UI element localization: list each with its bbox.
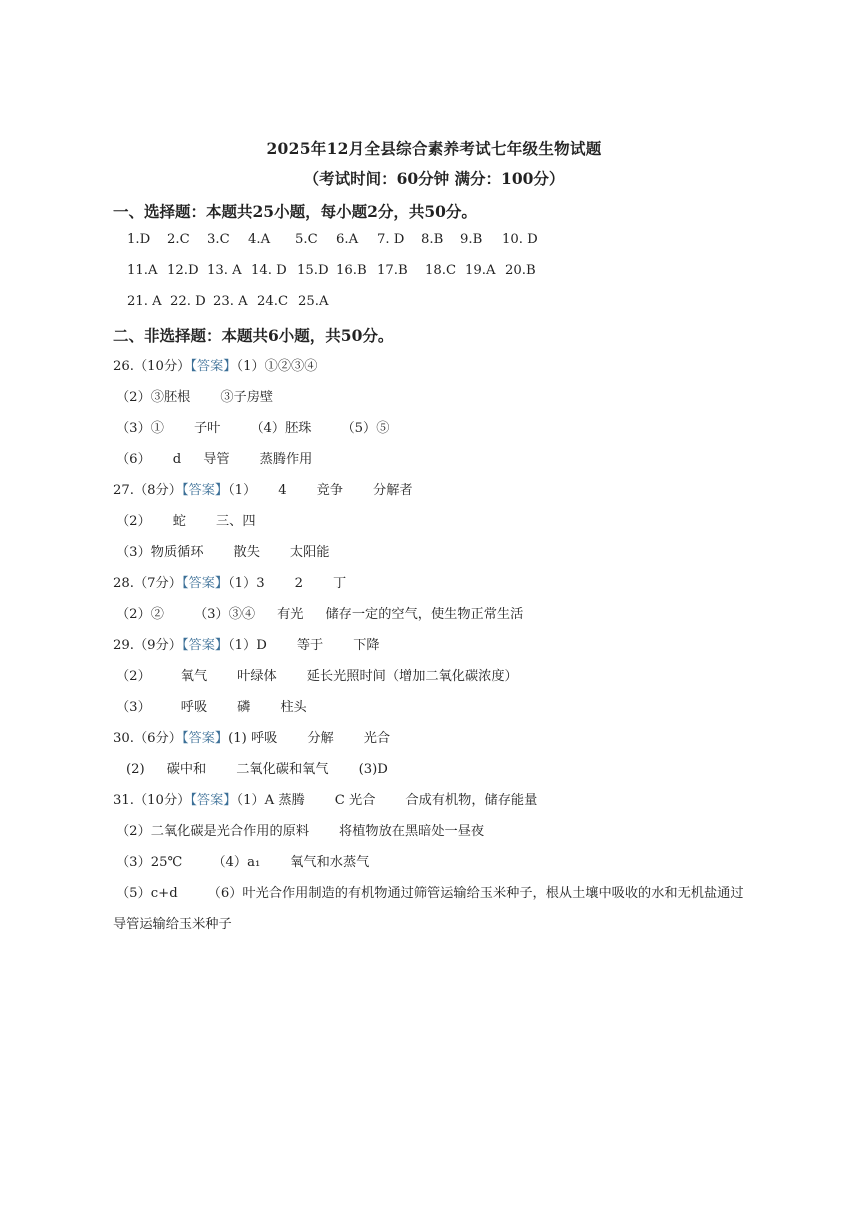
- mc-answer: 16.B: [336, 263, 367, 278]
- answer-text: （4）a₁: [212, 855, 261, 870]
- page-title: 2025年12月全县综合素养考试七年级生物试题: [266, 139, 602, 158]
- answer-text: 碳中和: [166, 762, 207, 777]
- q27-line-3: [116, 541, 329, 560]
- answer-text: （1）D: [228, 638, 267, 653]
- q31-line-3: [116, 851, 369, 870]
- q26-line-4: [116, 448, 312, 467]
- answer-text: 2: [294, 576, 304, 591]
- mc-answer: 20.B: [505, 263, 536, 278]
- q29-line-1: [113, 634, 380, 653]
- answer-text: 导管: [203, 452, 230, 467]
- q31-line-2: [116, 820, 484, 839]
- page-subtitle: （考试时间：60分钟 满分：100分）: [303, 169, 565, 188]
- question-score: （10分）: [133, 359, 191, 374]
- question-number: 27.: [113, 483, 134, 498]
- answer-text: 光合: [363, 731, 391, 746]
- q26-line-3: [116, 417, 389, 436]
- answer-text: （2）: [116, 669, 151, 684]
- answer-text: 叶绿体: [237, 669, 277, 684]
- answer-text: （5）c+d: [116, 886, 178, 901]
- q30-line-2: [126, 758, 388, 777]
- answer-text: 下降: [353, 638, 380, 653]
- q27-line-1: [113, 479, 413, 498]
- question-number: 28.: [113, 576, 134, 591]
- section2-heading: 二、非选择题：本题共6小题，共50分。: [113, 326, 394, 345]
- answer-text: （2）③胚根: [116, 390, 191, 405]
- answer-tag: 【答案】: [181, 731, 229, 746]
- answer-text: A 蒸腾: [264, 793, 305, 808]
- q31-line-5: [113, 913, 232, 932]
- answer-text: 竞争: [316, 483, 344, 498]
- answer-text: （3）物质循环: [116, 545, 204, 560]
- mc-answer: 18.C: [425, 263, 457, 278]
- mc-answer: 23. A: [213, 294, 248, 309]
- question-score: （10分）: [133, 793, 191, 808]
- q27-line-2: [116, 510, 256, 529]
- answer-text: （2）②: [116, 607, 164, 622]
- mc-answer: 25.A: [298, 294, 329, 309]
- answer-text: (3)D: [358, 762, 388, 777]
- answer-text: （6）: [116, 452, 151, 467]
- question-score: （6分）: [133, 731, 182, 746]
- answer-text: (1): [228, 731, 247, 746]
- answer-text: 等于: [296, 638, 324, 653]
- q31-line-4: [116, 882, 744, 901]
- answer-text: 磷: [237, 700, 251, 715]
- answer-text: d: [172, 452, 182, 467]
- q26-line-2: [116, 386, 273, 405]
- answer-text: （1）: [236, 793, 265, 808]
- mc-answer: 9.B: [460, 232, 483, 247]
- answer-text: （4）胚珠: [250, 421, 312, 436]
- answer-text: (2): [126, 762, 145, 777]
- answer-text: 蛇: [172, 514, 186, 529]
- q28-line-1: [113, 572, 346, 591]
- answer-text: 4: [278, 483, 287, 498]
- answer-text: （3）①: [116, 421, 164, 436]
- answer-text: 三、四: [215, 514, 256, 529]
- mc-answer: 4.A: [248, 232, 271, 247]
- question-number: 30.: [113, 731, 134, 746]
- mc-answer: 24.C: [257, 294, 289, 309]
- question-score: （9分）: [133, 638, 182, 653]
- mc-answer: 8.B: [421, 232, 444, 247]
- mc-answer: 17.B: [377, 263, 408, 278]
- answer-text: （3）③④: [193, 607, 256, 622]
- answer-text: 太阳能: [289, 545, 330, 560]
- mc-answer: 10. D: [502, 232, 538, 247]
- mc-answer: 1.D: [127, 232, 151, 247]
- answer-text: 柱头: [280, 700, 307, 715]
- q26-line-1: [113, 355, 317, 374]
- q30-line-1: [113, 727, 390, 746]
- answer-text: 丁: [333, 576, 347, 591]
- answer-text: 子叶: [193, 421, 221, 436]
- mc-answer: 2.C: [167, 232, 190, 247]
- answer-text: （5）⑤: [341, 421, 390, 436]
- answer-text: 导管运输给玉米种子: [113, 917, 232, 932]
- answer-text: 将植物放在黑暗处一昼夜: [339, 824, 485, 839]
- answer-text: 散失: [233, 545, 260, 560]
- answer-text: （2）: [116, 824, 151, 839]
- mc-answer: 21. A: [127, 294, 162, 309]
- mc-answer: 6.A: [336, 232, 359, 247]
- mc-answer: 12.D: [167, 263, 199, 278]
- question-number: 29.: [113, 638, 134, 653]
- mc-answer: 3.C: [207, 232, 230, 247]
- mc-answer: 14. D: [251, 263, 287, 278]
- answer-tag: 【答案】: [181, 638, 229, 653]
- mc-answer: 7. D: [377, 232, 405, 247]
- q29-line-2: [116, 665, 518, 684]
- mc-answer: 13. A: [207, 263, 242, 278]
- mc-answer: 19.A: [465, 263, 496, 278]
- question-number: 26.: [113, 359, 134, 374]
- answer-text: （2）: [116, 514, 151, 529]
- answer-text: 呼吸: [250, 731, 278, 746]
- mc-answer: 11.A: [127, 263, 158, 278]
- answer-tag: 【答案】: [181, 483, 229, 498]
- q28-line-2: [116, 603, 523, 622]
- question-score: （7分）: [133, 576, 182, 591]
- answer-text: 氧气和水蒸气: [290, 855, 370, 870]
- answer-tag: 【答案】: [181, 576, 229, 591]
- answer-text: （1）①②③④: [236, 359, 318, 374]
- mc-answer: 22. D: [170, 294, 206, 309]
- answer-text: （3）: [116, 700, 151, 715]
- mc-answer: 15.D: [297, 263, 329, 278]
- answer-text: 分解者: [373, 483, 413, 498]
- question-number: 31.: [113, 793, 134, 808]
- answer-text: 呼吸: [180, 700, 208, 715]
- answer-text: 蒸腾作用: [259, 452, 313, 467]
- q29-line-3: [116, 696, 307, 715]
- answer-text: C 光合: [334, 793, 376, 808]
- answer-tag: 【答案】: [190, 793, 237, 808]
- answer-text: 二氧化碳和氧气: [236, 762, 329, 777]
- answer-text: 延长光照时间（增加二氧化碳浓度）: [306, 669, 518, 684]
- answer-text: 二氧化碳是光合作用的原料: [150, 824, 310, 839]
- answer-text: 储存一定的空气，使生物正常生活: [325, 607, 524, 622]
- question-score: （8分）: [133, 483, 182, 498]
- answer-text: （3）25℃: [116, 855, 183, 870]
- answer-tag: 【答案】: [190, 359, 237, 374]
- answer-text: 分解: [307, 731, 334, 746]
- answer-text: （6）叶光合作用制造的有机物通过筛管运输给玉米种子，根从土壤中吸收的水和无机盐通过: [207, 886, 744, 901]
- answer-text: ③子房壁: [220, 390, 274, 405]
- answer-text: 合成有机物，储存能量: [405, 793, 538, 808]
- answer-text: （1）3: [228, 576, 265, 591]
- answer-text: 氧气: [180, 669, 208, 684]
- answer-text: 有光: [277, 607, 304, 622]
- q31-line-1: [113, 789, 537, 808]
- section1-heading: 一、选择题：本题共25小题，每小题2分，共50分。: [113, 202, 477, 221]
- mc-answer: 5.C: [295, 232, 318, 247]
- answer-text: （1）: [228, 483, 257, 498]
